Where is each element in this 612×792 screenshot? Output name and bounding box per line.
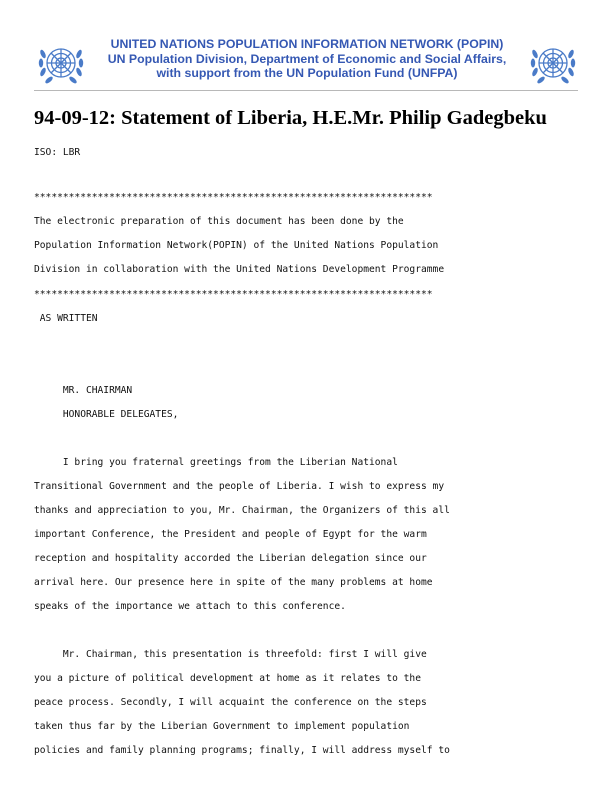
notice-line: Division in collaboration with the United Nations Development Programme — [34, 264, 445, 275]
header-line-unfpa: with support from the UN Population Fund (UNFPA) — [156, 66, 458, 81]
iso-code: ISO: LBR — [34, 147, 81, 158]
un-emblem-icon — [36, 38, 86, 88]
paragraph-line: speaks of the importance we attach to this conference. — [34, 601, 346, 612]
page-title: 94-09-12: Statement of Liberia, H.E.Mr. Philip Gadegbeku — [34, 107, 547, 129]
salutation-line: HONORABLE DELEGATES, — [34, 409, 179, 420]
stars-divider: ********************************************************************* — [34, 192, 433, 203]
un-emblem-icon — [528, 38, 578, 88]
paragraph-line: taken thus far by the Liberian Government to implement population — [34, 721, 410, 732]
paragraph-line: policies and family planning programs; finally, I will address myself to — [34, 745, 450, 756]
paragraph-line: thanks and appreciation to you, Mr. Chairman, the Organizers of this all — [34, 505, 450, 516]
notice-line: Population Information Network(POPIN) of the United Nations Population — [34, 240, 439, 251]
popin-header — [34, 36, 580, 90]
paragraph-line: I bring you fraternal greetings from the Liberian National — [34, 457, 398, 468]
paragraph-line: you a picture of political development at home as it relates to the — [34, 673, 421, 684]
salutation-line: MR. CHAIRMAN — [34, 385, 133, 396]
stars-divider: ********************************************************************* — [34, 289, 433, 300]
as-written-label: AS WRITTEN — [34, 313, 98, 324]
paragraph-line: reception and hospitality accorded the Liberian delegation since our — [34, 553, 427, 564]
header-line-popin: UNITED NATIONS POPULATION INFORMATION NETWORK (POPIN) — [110, 37, 504, 51]
paragraph-line: arrival here. Our presence here in spite of the many problems at home — [34, 577, 433, 588]
notice-line: The electronic preparation of this document has been done by the — [34, 216, 404, 227]
header-text — [90, 37, 524, 81]
paragraph-line: important Conference, the President and people of Egypt for the warm — [34, 529, 427, 540]
header-divider — [34, 90, 578, 91]
paragraph-line: peace process. Secondly, I will acquaint the conference on the steps — [34, 697, 427, 708]
header-line-division: UN Population Division, Department of Economic and Social Affairs, — [107, 51, 507, 66]
paragraph-line: Transitional Government and the people of Liberia. I wish to express my — [34, 481, 445, 492]
paragraph-line: Mr. Chairman, this presentation is threefold: first I will give — [34, 649, 427, 660]
